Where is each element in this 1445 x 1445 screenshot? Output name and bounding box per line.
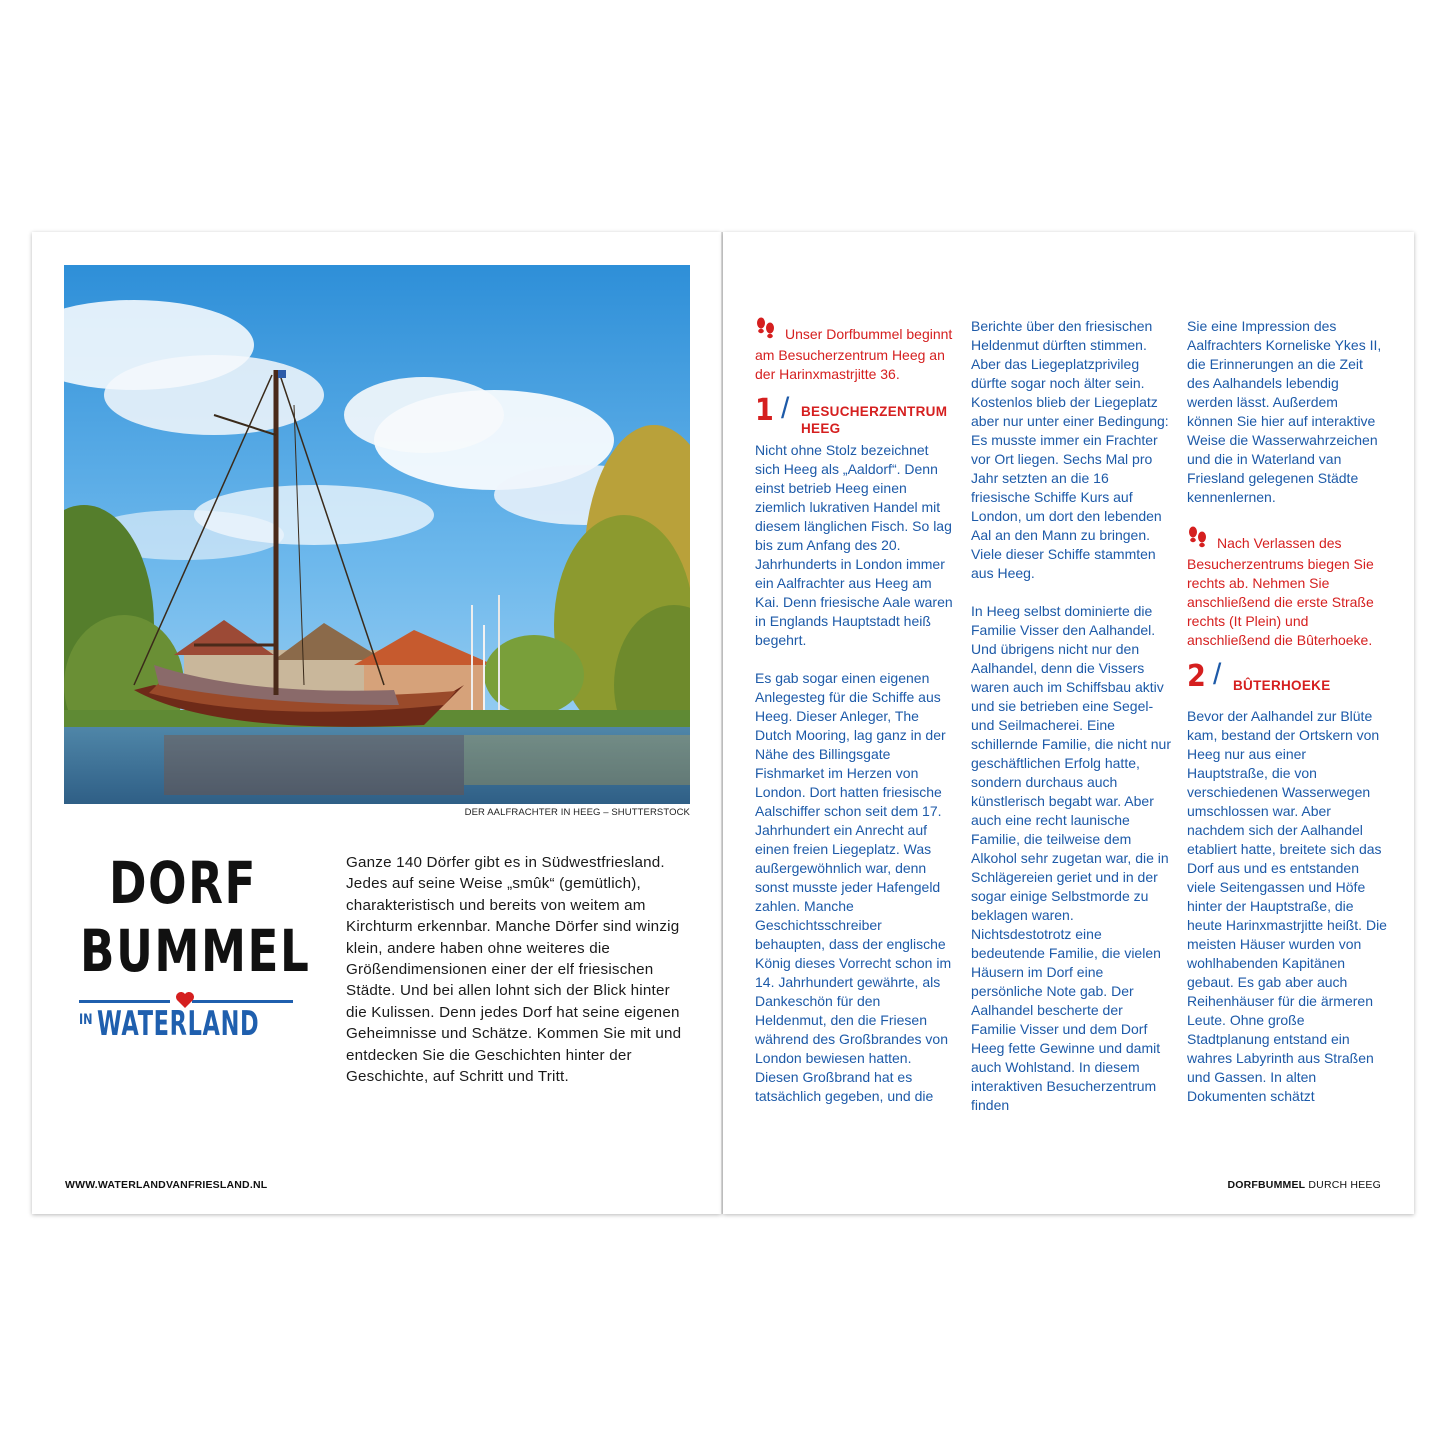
website-url: WWW.WATERLANDVANFRIESLAND.NL	[65, 1179, 268, 1191]
section-2-number: 2	[1187, 659, 1206, 694]
footsteps-icon	[1187, 526, 1209, 555]
section-1-paragraph-3: Berichte über den friesischen Heldenmut dürften stimmen. Aber das Liegeplatzprivileg dürfte sogar noch älter sein. Kostenlos blieb der Liegeplatz aber nur unter einer Bedingung: Es musste immer ein Frachter vor Ort liegen. Sechs Mal pro Jahr setzten an die 16 friesische Schiffe Kurs auf London, um dort den lebenden Aal an den Mann zu bringen. Viele dieser Schiffe stammten aus Heeg.	[971, 318, 1169, 581]
section-1-number: 1	[755, 393, 774, 428]
section-1-paragraph-1: Nicht ohne Stolz bezeichnet sich Heeg als „Aaldorf“. Denn einst betrieb Heeg einen ziemlich lukrativen Handel mit diesem länglichen Fisch. So lag bis zum Anfang des 20. Jahrhunderts in London immer ein Aalfrachter aus Heeg am Kai. Denn friesische Aale waren in Englands Hauptstadt heiß begehrt.	[755, 442, 953, 648]
magazine-spread	[32, 232, 1414, 1214]
section-1-paragraph-2: Es gab sogar einen eigenen Anlegesteg für die Schiffe aus Heeg. Dieser Anleger, The Dutch Mooring, lag ganz in der Nähe des Billingsgate Fishmarket im Herzen von London. Dort hatten friesische Aalschiffer schon seit dem 17. Jahrhundert ein Anrecht auf einen freien Liegeplatz. Was außergewöhnlich war, denn sonst musste jeder Hafengeld zahlen. Manche Geschichtsschreiber behaupten, dass der englische König dieses Vorrecht schon im 14. Jahrhundert gewährte, als Dankeschön für den Heldenmut, den die Friesen während des Großbrandes von London bewiesen hatten. Diesen Großbrand hat es tatsächlich gegeben, und die	[755, 670, 952, 1104]
route-note-start-text: Unser Dorfbummel beginnt am Besucherzentrum Heeg an der Harinxmastrjitte 36.	[755, 326, 953, 382]
logo-rule-right	[192, 1000, 293, 1003]
folio-rest: DURCH HEEG	[1305, 1179, 1381, 1191]
logo-waterland-word: WATERLAND	[97, 1004, 260, 1044]
text-column-2	[971, 317, 1171, 1134]
page-folio	[1227, 1179, 1381, 1191]
route-note-start	[755, 317, 955, 384]
section-1-paragraph-4: In Heeg selbst dominierte die Familie Visser den Aalhandel. Und übrigens nicht nur den Aalhandel, denn die Vissers waren auch im Schiffsbau aktiv und sie betrieben eine Segel- und Seilmacherei. Eine schillernde Familie, die nicht nur geschäftlichen Erfolg hatte, sondern durchaus auch künstlerisch begabt war. Aber auch eine recht launische Familie, die teilweise dem Alkohol sehr zugetan war, die in Schlägereien geriet und in der sogar einige Selbstmorde zu beklagen waren. Nichtsdestotrotz eine bedeutende Familie, die vielen Häusern im Dorf eine persönliche Note gab. Der Aalhandel bescherte der Familie Visser und dem Dorf Heeg fette Gewinne und damit auch Wohlstand. In diesem interaktiven Besucherzentrum finden	[971, 603, 1171, 1113]
section-2-paragraph-1: Bevor der Aalhandel zur Blüte kam, bestand der Ortskern von Heeg nur aus einer Hauptstraße, die von verschiedenen Wasserwegen umschlossen war. Aber nachdem sich der Aalhandel etabliert hatte, breitete sich das Dorf aus und es entstanden viele Seitengassen und Höfe hinter der Hauptstraße, die heute Harinxmastrjitte heißt. Die meisten Häuser wurden von wohlhabenden Kapitänen gebaut. Es gab aber auch Reihenhäuser für die ärmeren Leute. Ohne große Stadtplanung entstand ein wahres Labyrinth aus Straßen und Gassen. In alten Dokumenten schätzt	[1187, 708, 1387, 1104]
route-note-2-text: Nach Verlassen des Besucherzentrums biegen Sie rechts ab. Nehmen Sie anschließend die erste Straße rechts (It Plein) und anschließend die Bûterhoeke.	[1187, 535, 1374, 648]
logo-line-dorf: DORF	[108, 849, 257, 917]
route-note-2	[1187, 526, 1387, 650]
section-1-heading	[755, 392, 955, 441]
logo-waterland	[79, 1000, 299, 1048]
dorfbummel-logo	[65, 849, 311, 1044]
text-column-1	[755, 317, 955, 1125]
section-1-slash: /	[781, 392, 790, 425]
text-column-3	[1187, 317, 1387, 1125]
right-page	[723, 232, 1414, 1214]
logo-in: IN	[79, 1012, 93, 1028]
left-page	[32, 232, 721, 1214]
section-2-title: BÛTERHOEKE	[1233, 678, 1331, 693]
photo-caption: DER AALFRACHTER IN HEEG – SHUTTERSTOCK	[464, 807, 690, 818]
section-2-heading	[1187, 658, 1387, 707]
sailing-ship-image	[64, 265, 690, 804]
footsteps-icon	[755, 317, 777, 346]
logo-line-bummel: BUMMEL	[80, 917, 311, 985]
folio-bold: DORFBUMMEL	[1227, 1179, 1306, 1191]
harbor-photo	[64, 265, 690, 804]
section-1-paragraph-5: Sie eine Impression des Aalfrachters Korneliske Ykes II, die Erinnerungen an die Zeit des Aalhandels lebendig werden lässt. Außerdem können Sie hier auf interaktive Weise die Wasserwahrzeichen und die in Waterland van Friesland gelegenen Städte kennenlernen.	[1187, 318, 1382, 505]
intro-paragraph: Ganze 140 Dörfer gibt es in Südwestfriesland. Jedes auf seine Weise „smûk“ (gemütlich), charakteristisch und bereits von weitem am Kirchturm erkennbar. Manche Dörfer sind winzig klein, andere haben ohne weiteres die Größendimensionen einer der elf friesischen Städte. Und bei allen lohnt sich der Blick hinter die Kulissen. Denn jedes Dorf hat seine eigenen Geheimnisse und Schätze. Kommen Sie mit und entdecken Sie die Geschichten hinter der Geschichte, auf Schritt und Tritt.	[346, 854, 682, 1086]
section-1-title: BESUCHERZENTRUM HEEG	[801, 404, 948, 436]
logo-rule-left	[79, 1000, 170, 1003]
section-2-slash: /	[1213, 658, 1222, 691]
